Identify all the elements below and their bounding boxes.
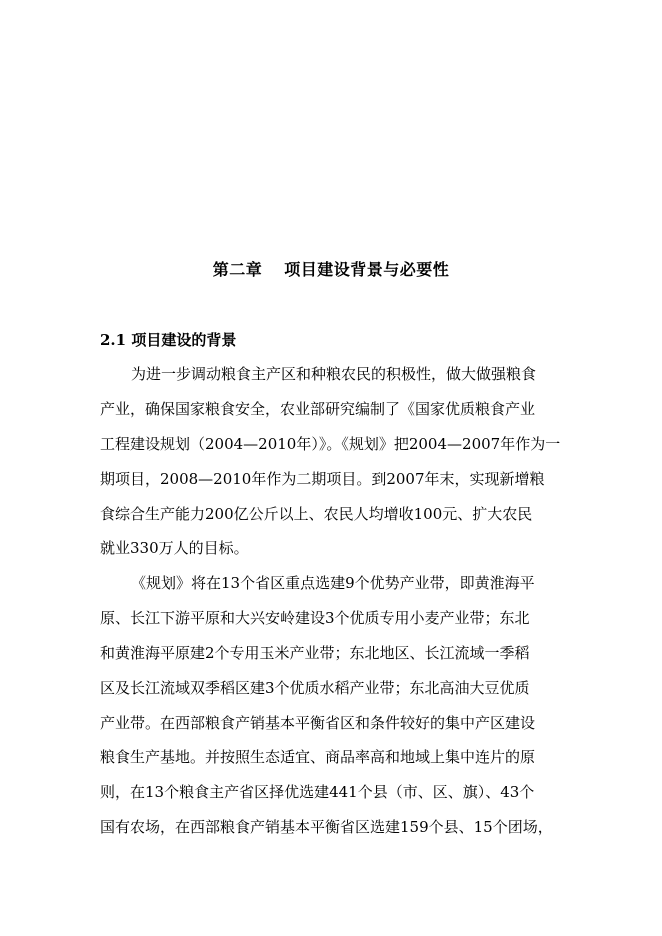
- paragraph-line: 和黄淮海平原建2个专用玉米产业带；东北地区、长江流域一季稻: [100, 643, 530, 662]
- paragraph-line: 食综合生产能力200亿公斤以上、农民人均增收100元、扩大农民: [100, 504, 533, 523]
- chapter-title-text: 项目建设背景与必要性: [284, 260, 450, 279]
- paragraph-background-1: [100, 357, 568, 566]
- paragraph-line: 国有农场，在西部粮食产销基本平衡省区选建159个县、15个团场，: [100, 818, 553, 837]
- chapter-title: [0, 258, 662, 282]
- paragraph-line: 就业330万人的目标。: [100, 539, 249, 558]
- paragraph-line: 期项目，2008—2010年作为二期项目。到2007年末，实现新增粮: [100, 469, 545, 488]
- paragraph-line: 产业，确保国家粮食安全，农业部研究编制了《国家优质粮食产业: [100, 399, 536, 418]
- chapter-number: 第二章: [212, 260, 263, 279]
- paragraph-line: 粮食生产基地。并按照生态适宜、商品率高和地域上集中连片的原: [100, 748, 536, 767]
- paragraph-line: 则，在13个粮食主产省区择优选建441个县（市、区、旗）、43个: [100, 783, 535, 802]
- paragraph-line: 《规划》将在13个省区重点选建9个优势产业带，即黄淮海平: [131, 574, 535, 592]
- paragraph-line: 原、长江下游平原和大兴安岭建设3个优质专用小麦产业带；东北: [100, 608, 530, 627]
- paragraph-line: 区及长江流域双季稻区建3个优质水稻产业带；东北高油大豆优质: [100, 678, 530, 697]
- paragraph-background-2: [100, 566, 568, 845]
- paragraph-line: 工程建设规划（2004—2010年）》。《规划》把2004—2007年作为一: [100, 434, 561, 453]
- paragraph-line: 产业带。在西部粮食产销基本平衡省区和条件较好的集中产区建设: [100, 713, 536, 732]
- paragraph-line: 为进一步调动粮食主产区和种粮农民的积极性，做大做强粮食: [131, 365, 537, 383]
- section-heading: 2.1 项目建设的背景: [100, 331, 237, 349]
